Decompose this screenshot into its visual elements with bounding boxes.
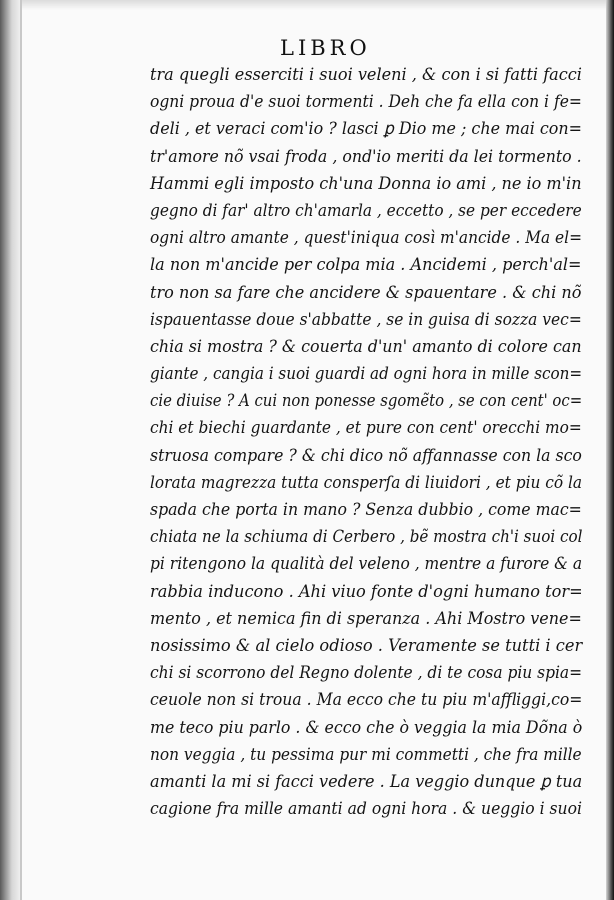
text-line: giante , cangia i suoi guardi ad ogni hora in mille scon= [150, 364, 583, 385]
text-line: ceuole non si troua . Ma ecco che tu piu m'affliggi,co= [150, 690, 583, 711]
text-line: tra quegli esserciti i suoi veleni , & con i si fatti facci [150, 65, 582, 85]
text-line: spada che porta in mano ? Senza dubbio , come mac= [150, 500, 582, 520]
text-line: cagione fra mille amanti ad ogni hora . & ueggio i suoi [150, 799, 582, 820]
text-line: Hammi egli imposto ch'una Donna io ami , ne io m'in [150, 173, 582, 194]
text-line: ispauentasse doue s'abbatte , se in guisa di sozza vec= [150, 309, 582, 330]
page-top-shadow [0, 0, 614, 10]
text-line: lorata magrezza tutta consperſa di liuidori , et piu cõ la [150, 472, 583, 493]
text-line: amanti la mi si facci vedere . La veggio dunque ꝑ tua [150, 771, 583, 792]
text-line: pi ritengono la qualità del veleno , mentre a furore & a [150, 554, 583, 575]
text-line: gegno di far' altro ch'amarla , eccetto , se per eccedere [150, 200, 582, 221]
text-line: nosissimo & al cielo odioso . Veramente se tutti i cer [150, 635, 583, 656]
text-line: struosa compare ? & chi dico nõ affannasse con la sco [150, 445, 582, 466]
text-line: rabbia inducono . Ahi viuo fonte d'ogni humano tor= [150, 581, 583, 602]
text-line: mento , et nemica fin di speranza . Ahi Mostro vene= [150, 608, 582, 629]
text-line: ogni altro amante , quest'iniqua così m'ancide . Ma el= [150, 228, 583, 249]
text-line: me teco piu parlo . & ecco che ò veggia la mia Dõna ò [150, 717, 583, 738]
text-line: tro non sa fare che ancidere & spauentare . & chi nõ [150, 282, 582, 303]
text-line: ogni proua d'e suoi tormenti . Deh che fa ella con i fe= [150, 92, 582, 113]
text-line: deli , et veraci com'io ? lasci ꝑ Dio me ; che mai con= [150, 119, 582, 140]
text-line: chiata ne la schiuma di Cerbero , bẽ mostra ch'i suoi col [150, 527, 583, 548]
book-binding-edge [0, 0, 22, 900]
text-line: chi et biechi guardante , et pure con cent' orecchi mo= [150, 418, 582, 439]
text-line: cie diuise ? A cui non ponesse sgomẽto , se con cent' oc= [150, 391, 583, 412]
running-head: LIBRO [280, 36, 371, 60]
text-line: chi si scorrono del Regno dolente , di te cosa piu spia= [150, 663, 583, 684]
text-line: chia si mostra ? & couerta d'un' amanto di colore can [150, 336, 582, 357]
page-text [150, 62, 582, 823]
text-line: tr'amore nõ vsai froda , ond'io meriti da lei tormento . [150, 146, 582, 167]
text-line: la non m'ancide per colpa mia . Ancidemi , perch'al= [150, 255, 582, 276]
page-right-edge [606, 0, 614, 900]
text-line: non veggia , tu pessima pur mi commetti , che fra mille [150, 744, 582, 765]
page-gutter-line [20, 0, 22, 900]
